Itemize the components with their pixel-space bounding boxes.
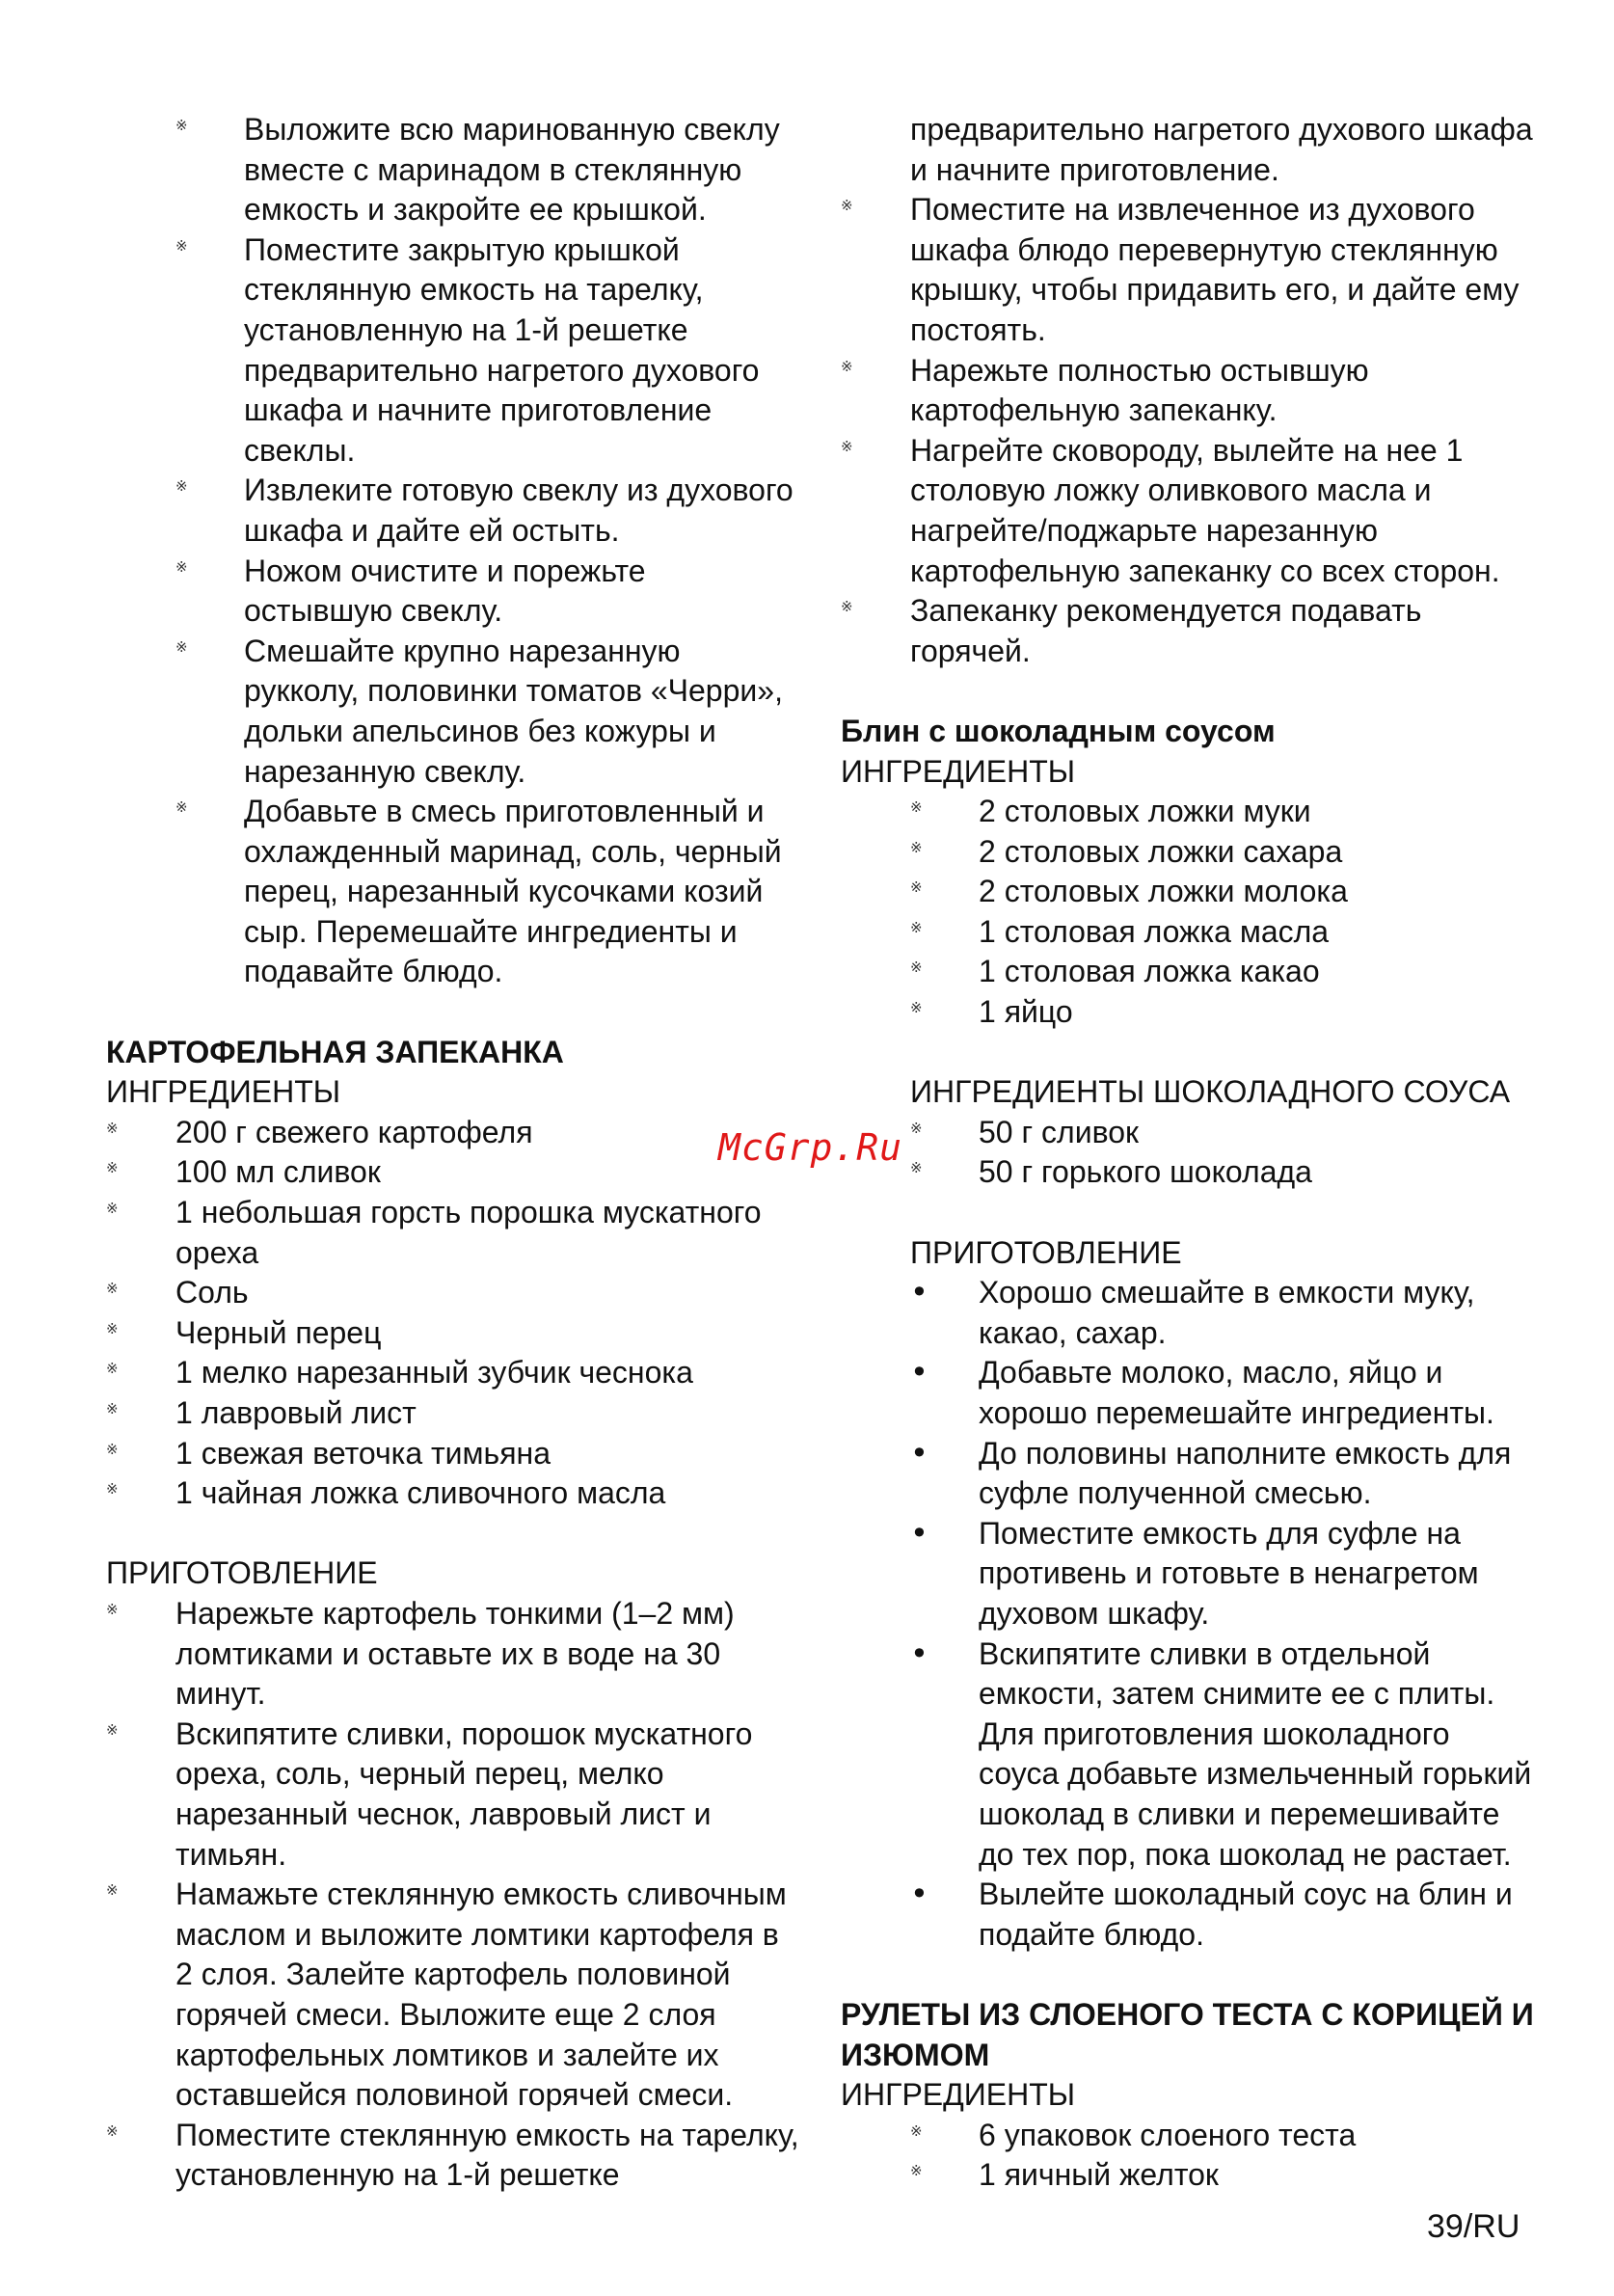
list-item-text: Смешайте крупно нарезанную рукколу, половинки томатов «Черри», дольки апельсинов без кожуры и нарезанную свеклу. — [244, 633, 783, 789]
list-item-text: Добавьте молоко, масло, яйцо и хорошо перемешайте ингредиенты. — [979, 1355, 1494, 1430]
list-item — [841, 591, 1535, 671]
list-item-text: Поместите закрытую крышкой стеклянную емкость на тарелку, установленную на 1-й решетке предварительно нагретого духового шкафа и начните приготовление свеклы. — [244, 231, 760, 468]
pancake-ingredients-label: ИНГРЕДИЕНТЫ — [841, 753, 1076, 789]
list-item-text: 1 лавровый лист — [175, 1395, 417, 1430]
list-item — [841, 1434, 1535, 1514]
pancake-sauce-label: ИНГРЕДИЕНТЫ ШОКОЛАДНОГО СОУСА — [910, 1074, 1511, 1110]
bullet-asterism-icon: ※ — [841, 598, 853, 616]
bullet-asterism-icon: ※ — [175, 637, 188, 656]
list-item — [841, 1113, 1535, 1153]
list-item-text: 1 чайная ложка сливочного масла — [175, 1475, 666, 1511]
rolls-title: РУЛЕТЫ ИЗ СЛОЕНОГО ТЕСТА С КОРИЦЕЙ И ИЗЮМОМ — [841, 1996, 1534, 2072]
bullet-asterism-icon: ※ — [106, 1119, 119, 1137]
list-item-text: 2 столовых ложки муки — [979, 794, 1311, 829]
bullet-dot-icon: • — [910, 1354, 928, 1391]
list-item-text: 1 мелко нарезанный зубчик чеснока — [175, 1355, 693, 1391]
right-column — [841, 110, 1535, 2196]
list-item-text: Вскипятите сливки в отдельной емкости, затем снимите ее с плиты. Для приготовления шоколадного соуса добавьте измельченный горький шоколад в сливки и перемешивайте до тех пор, пока шоколад не растает. — [979, 1635, 1532, 1872]
list-item-text: 1 яичный желток — [979, 2157, 1219, 2193]
list-item-text: Запеканку рекомендуется подавать горячей. — [910, 593, 1422, 668]
list-item-text: Нагрейте сковороду, вылейте на нее 1 столовую ложку оливкового масла и нагрейте/поджарьте нарезанную картофельную запеканку со всех сторон. — [910, 432, 1500, 588]
bullet-dot-icon: • — [910, 1434, 928, 1472]
bullet-dot-icon: • — [910, 1634, 928, 1672]
watermark-text: McGrp.Ru — [718, 1126, 903, 1169]
bullet-asterism-icon: ※ — [841, 197, 853, 215]
list-item — [106, 110, 800, 230]
list-item — [841, 992, 1535, 1033]
pancake-sauce-list — [841, 1113, 1535, 1193]
potato-preparation-label: ПРИГОТОВЛЕНИЕ — [106, 1555, 378, 1591]
pancake-ingredients-list — [841, 792, 1535, 1033]
list-item — [106, 552, 800, 632]
list-item — [841, 351, 1535, 431]
bullet-asterism-icon: ※ — [910, 1159, 923, 1177]
list-item — [106, 1152, 800, 1193]
list-item — [106, 2116, 800, 2196]
list-item-text: 50 г сливок — [979, 1114, 1140, 1149]
list-item-text: 1 небольшая горсть порошка мускатного ореха — [175, 1195, 762, 1270]
list-item-text: Вылейте шоколадный соус на блин и подайте блюдо. — [979, 1877, 1513, 1952]
bullet-asterism-icon: ※ — [841, 437, 853, 455]
bullet-asterism-icon: ※ — [175, 117, 188, 134]
bullet-asterism-icon: ※ — [910, 918, 923, 936]
list-item-text: Добавьте в смесь приготовленный и охлажденный маринад, соль, черный перец, нарезанный кусочками козий сыр. Перемешайте ингредиенты и подавайте блюдо. — [244, 794, 782, 989]
bullet-dot-icon: • — [910, 1274, 928, 1311]
bullet-asterism-icon: ※ — [106, 1280, 119, 1298]
list-item-text: Поместите стеклянную емкость на тарелку, установленную на 1-й решетке — [175, 2117, 799, 2193]
list-item-text: Намажьте стеклянную емкость сливочным маслом и выложите ломтики картофеля в 2 слоя. Залейте картофель половиной горячей смеси. Выложите еще 2 слоя картофельных ломтиков и залейте их оставшейся половиной горячей смеси. — [175, 1877, 787, 2113]
list-item-text: 50 г горького шоколада — [979, 1154, 1312, 1190]
bullet-asterism-icon: ※ — [106, 1600, 119, 1618]
bullet-asterism-icon: ※ — [106, 1200, 119, 1218]
list-item-text: 100 мл сливок — [175, 1154, 381, 1190]
list-item-text: 1 столовая ложка масла — [979, 913, 1330, 949]
bullet-asterism-icon: ※ — [910, 878, 923, 897]
list-item — [841, 872, 1535, 912]
list-item — [106, 792, 800, 992]
list-item-text: 1 свежая веточка тимьяна — [175, 1435, 551, 1471]
list-item-text: Соль — [175, 1275, 249, 1310]
bullet-asterism-icon: ※ — [106, 1440, 119, 1458]
bullet-asterism-icon: ※ — [106, 1400, 119, 1418]
list-item — [841, 1634, 1535, 1876]
list-item — [841, 1152, 1535, 1193]
rolls-ingredients-label: ИНГРЕДИЕНТЫ — [841, 2077, 1076, 2113]
left-column — [106, 110, 800, 2196]
list-item — [106, 1353, 800, 1393]
list-item — [841, 1353, 1535, 1433]
list-item-text: До половины наполните емкость для суфле полученной смесью. — [979, 1435, 1512, 1511]
bullet-asterism-icon: ※ — [910, 2162, 923, 2180]
list-item-text: Ножом очистите и порежьте остывшую свеклу. — [244, 553, 646, 629]
list-item-text: 6 упаковок слоеного теста — [979, 2117, 1357, 2152]
bullet-asterism-icon: ※ — [910, 1119, 923, 1137]
list-item — [841, 952, 1535, 992]
list-item-text: 2 столовых ложки сахара — [979, 833, 1343, 869]
list-item — [106, 230, 800, 472]
bullet-dot-icon: • — [910, 1876, 928, 1913]
list-item — [841, 912, 1535, 953]
bullet-asterism-icon: ※ — [106, 2121, 119, 2140]
potato-ingredients-list — [106, 1113, 800, 1514]
list-item — [841, 431, 1535, 591]
list-item-text: Выложите всю маринованную свеклу вместе с маринадом в стеклянную емкость и закройте ее крышкой. — [244, 112, 780, 228]
list-item-text: 1 яйцо — [979, 994, 1073, 1030]
bullet-asterism-icon: ※ — [106, 1480, 119, 1499]
bullet-asterism-icon: ※ — [910, 959, 923, 977]
list-item-text: Поместите емкость для суфле на противень и готовьте в ненагретом духовом шкафу. — [979, 1515, 1479, 1631]
list-item-text: 200 г свежего картофеля — [175, 1114, 533, 1149]
list-item-text: Черный перец — [175, 1314, 382, 1350]
bullet-asterism-icon: ※ — [910, 999, 923, 1017]
list-item — [841, 792, 1535, 832]
list-item — [106, 1715, 800, 1875]
list-item-text: Нарежьте картофель тонкими (1–2 мм) ломтиками и оставьте их в воде на 30 минут. — [175, 1595, 735, 1712]
bullet-asterism-icon: ※ — [841, 357, 853, 375]
list-item — [106, 1193, 800, 1273]
pancake-steps-list — [841, 1273, 1535, 1955]
list-item — [106, 471, 800, 551]
list-item — [106, 1393, 800, 1434]
list-item — [841, 1273, 1535, 1353]
list-item — [841, 2116, 1535, 2156]
bullet-asterism-icon: ※ — [175, 477, 188, 496]
list-item — [106, 1313, 800, 1354]
potato-casserole-title: КАРТОФЕЛЬНАЯ ЗАПЕКАНКА — [106, 1034, 564, 1069]
list-item-text: Нарежьте полностью остывшую картофельную запеканку. — [910, 352, 1369, 428]
bullet-asterism-icon: ※ — [106, 1360, 119, 1378]
page-number: 39/RU — [1427, 2208, 1520, 2245]
bullet-asterism-icon: ※ — [910, 2121, 923, 2140]
bullet-asterism-icon: ※ — [910, 798, 923, 817]
potato-steps-cont-list — [841, 190, 1535, 671]
potato-step-continuation: предварительно нагретого духового шкафа и начните приготовление. — [910, 112, 1533, 187]
potato-ingredients-label: ИНГРЕДИЕНТЫ — [106, 1074, 341, 1110]
bullet-asterism-icon: ※ — [175, 798, 188, 817]
list-item-text: Поместите на извлеченное из духового шкафа блюдо перевернутую стеклянную крышку, чтобы придавить его, и дайте ему постоять. — [910, 192, 1520, 347]
list-item — [106, 1113, 800, 1153]
list-item-text: 2 столовых ложки молока — [979, 874, 1348, 909]
list-item — [106, 1434, 800, 1474]
list-item — [841, 1514, 1535, 1634]
potato-steps-list — [106, 1594, 800, 2196]
list-item — [841, 1875, 1535, 1955]
bullet-asterism-icon: ※ — [106, 1159, 119, 1177]
list-item-text: 1 столовая ложка какао — [979, 954, 1320, 989]
rolls-ingredients-list — [841, 2116, 1535, 2196]
bullet-asterism-icon: ※ — [175, 557, 188, 576]
bullet-asterism-icon: ※ — [106, 1720, 119, 1739]
list-item-text: Вскипятите сливки, порошок мускатного ореха, соль, черный перец, мелко нарезанный чеснок, лавровый лист и тимьян. — [175, 1715, 753, 1872]
list-item-text: Хорошо смешайте в емкости муку, какао, сахар. — [979, 1275, 1475, 1350]
pancake-title: Блин с шоколадным соусом — [841, 713, 1276, 748]
beet-steps-list — [106, 110, 800, 992]
list-item — [106, 632, 800, 792]
bullet-asterism-icon: ※ — [106, 1881, 119, 1900]
bullet-asterism-icon: ※ — [910, 838, 923, 856]
list-item — [841, 2155, 1535, 2196]
list-item — [841, 832, 1535, 873]
list-item — [106, 1594, 800, 1715]
bullet-dot-icon: • — [910, 1514, 928, 1552]
list-item — [841, 190, 1535, 350]
list-item — [106, 1875, 800, 2116]
list-item — [106, 1273, 800, 1313]
list-item-text: Извлеките готовую свеклу из духового шкафа и дайте ей остыть. — [244, 473, 794, 548]
bullet-asterism-icon: ※ — [175, 236, 188, 255]
list-item — [106, 1473, 800, 1514]
bullet-asterism-icon: ※ — [106, 1319, 119, 1337]
pancake-preparation-label: ПРИГОТОВЛЕНИЕ — [910, 1234, 1182, 1270]
